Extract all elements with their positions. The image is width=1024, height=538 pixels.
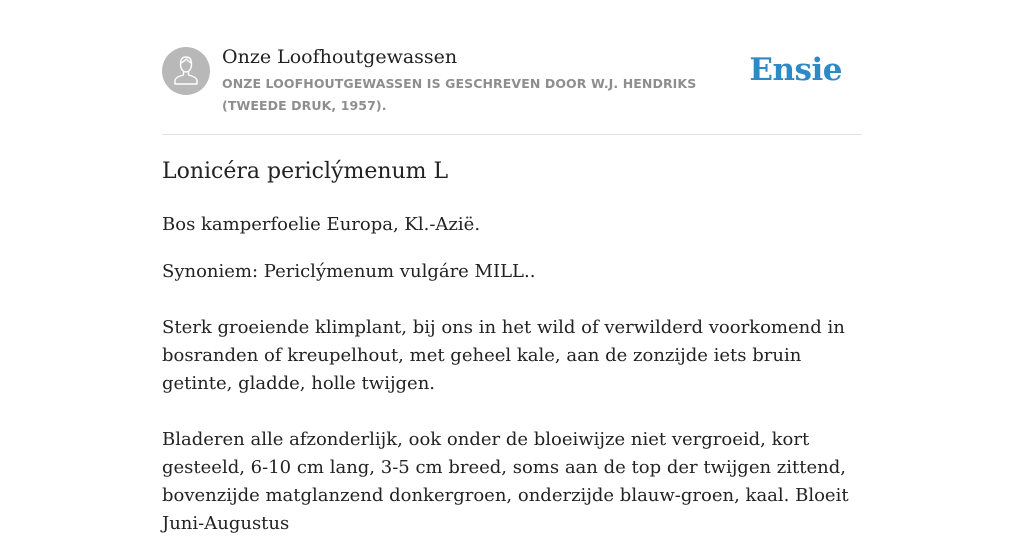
article-paragraph: Sterk groeiende klimplant, bij ons in het wild of verwilderd voorkomend in bosranden of kreupelhout, met geheel kale, aan de zonzijde iets bruin getinte, gladde, holle twijgen.	[162, 317, 845, 394]
article-synonym: Synoniem: Periclýmenum vulgáre MILL..	[162, 261, 536, 282]
ensie-logo[interactable]: Ensie	[749, 52, 842, 88]
article-paragraph: Bladeren alle afzonderlijk, ook onder de bloeiwijze niet vergroeid, kort gesteeld, 6-10 cm lang, 3-5 cm breed, soms aan de top der twijgen zittend, bovenzijde matglanzend donkergroen, onderzijde blauw-groen, kaal. Bloeit Juni-Augustus	[162, 429, 849, 534]
publication-header	[162, 0, 862, 135]
article-title: Lonicéra periclýmenum L	[162, 159, 449, 184]
article-subtitle: Bos kamperfoelie Europa, Kl.-Azië.	[162, 214, 481, 235]
publication-title[interactable]: Onze Loofhoutgewassen	[222, 46, 458, 68]
user-silhouette-icon	[162, 47, 210, 95]
publication-avatar[interactable]	[162, 47, 210, 95]
article-body	[162, 211, 862, 538]
page-container	[162, 0, 862, 534]
publication-description: ONZE LOOFHOUTGEWASSEN IS GESCHREVEN DOOR W.J. HENDRIKS (TWEEDE DRUK, 1957).	[222, 76, 697, 113]
